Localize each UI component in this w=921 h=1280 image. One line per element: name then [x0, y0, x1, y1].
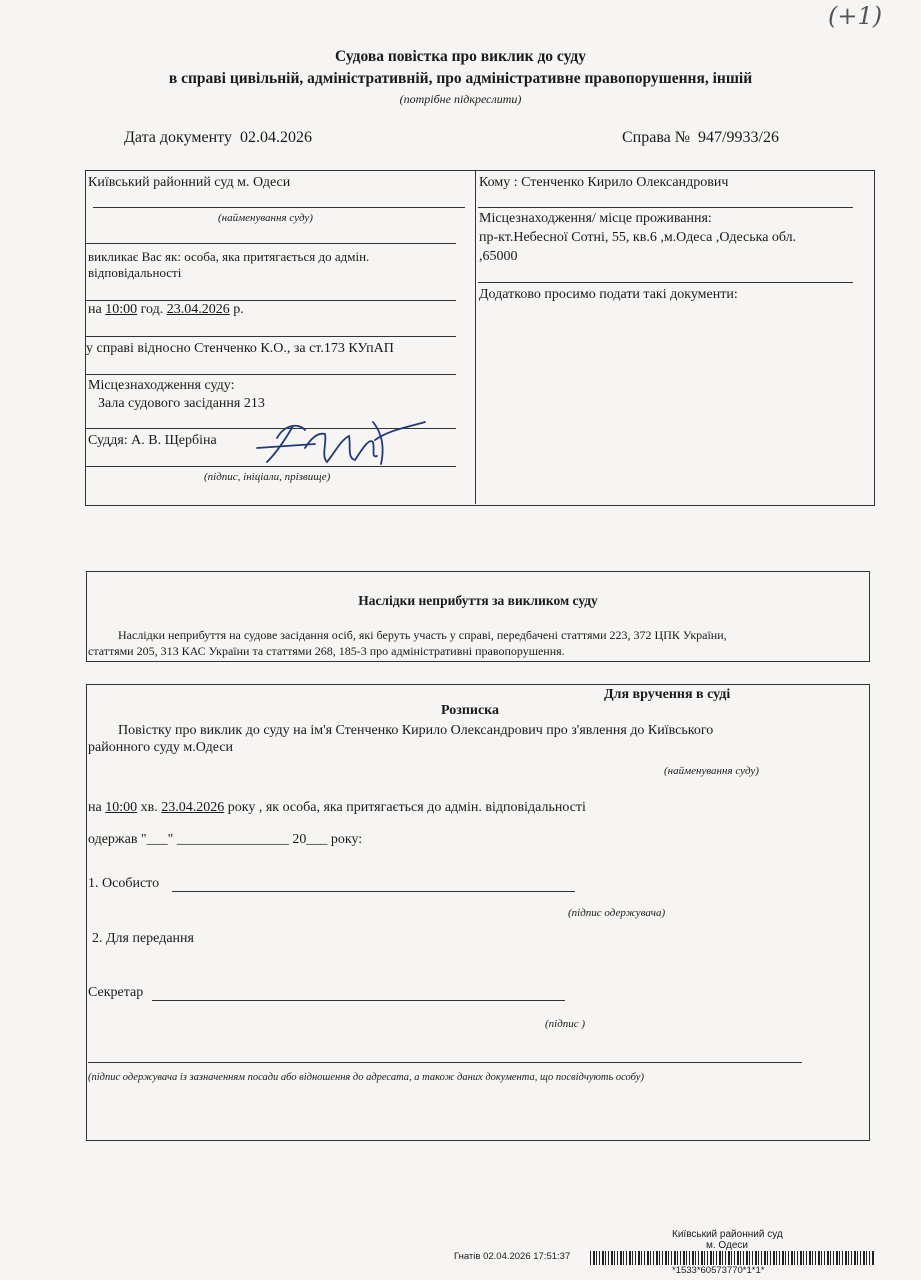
signature-caption: (підпис, ініціали, прізвище) [204, 471, 331, 483]
receipt-line1: Повістку про виклик до суду на ім'я Стенченко Кирило Олександрович про з'явлення до Київського [118, 723, 714, 738]
personally-label: 1. Особисто [88, 876, 160, 891]
for-delivery: Для вручення в суді [604, 687, 731, 702]
recipient: Кому : Стенченко Кирило Олександрович [479, 175, 729, 190]
consequences-text-line1: Наслідки неприбуття на судове засідання осіб, які беруть участь у справі, передбачені статтями 223, 372 ЦПК України, [118, 628, 727, 642]
secretary-signature-caption: (підпис ) [545, 1018, 586, 1030]
recipient-signature-caption: (підпис одержувача) [568, 907, 666, 919]
receipt-time: 10:00 [105, 800, 138, 815]
receipt-title: Розписка [441, 703, 500, 718]
hearing-date: 23.04.2026 [166, 302, 230, 317]
barcode-code: *1533*60573770*1*1* [672, 1265, 765, 1276]
stamp-court-line1: Київський районний суд [672, 1229, 783, 1240]
case-number: Справа № 947/9933/26 [622, 129, 779, 146]
receipt-datetime: на 10:00 хв. 23.04.2026 року , як особа, яка притягається до адмін. відповідальності [88, 800, 586, 815]
address-label: Місцезнаходження/ місце проживання: [479, 211, 712, 226]
case-subject: у справі відносно Стенченко К.О., за ст.173 КУпАП [86, 341, 394, 356]
receipt-date: 23.04.2026 [161, 800, 225, 815]
for-transfer-label: 2. Для передання [92, 931, 194, 946]
document-title-line1: Судова повістка про виклик до суду [335, 48, 586, 65]
case-number-value: 947/9933/26 [698, 129, 779, 146]
summons-role: викликає Вас як: особа, яка притягається до адмін. [88, 249, 370, 264]
hearing-time: 10:00 [105, 302, 138, 317]
consequences-text-line2: статтями 205, 313 КАС України та статтями 268, 185-3 про адміністративні правопорушення. [88, 644, 565, 658]
judge-name: Суддя: А. В. Щербіна [88, 433, 217, 448]
stamp-court-line2: м. Одеси [706, 1240, 748, 1251]
address-line1: пр-кт.Небесної Сотні, 55, кв.6 ,м.Одеса ,Одеська обл. [479, 230, 797, 245]
column-divider [475, 170, 476, 504]
court-name: Київський районний суд м. Одеси [88, 175, 291, 190]
receipt-court-caption: (найменування суду) [664, 765, 759, 777]
document-date: Дата документу 02.04.2026 [124, 129, 312, 146]
stamp-operator: Гнатів 02.04.2026 17:51:37 [454, 1251, 571, 1262]
barcode [590, 1251, 875, 1265]
document-date-value: 02.04.2026 [239, 129, 312, 146]
handwritten-mark: (+1) [828, 2, 883, 30]
address-line2: ,65000 [479, 249, 518, 264]
court-location-label: Місцезнаходження суду: [88, 378, 235, 393]
document-title-line2: в справі цивільній, адміністративній, про адміністративне правопорушення, іншій [168, 70, 753, 87]
secretary-label: Секретар [88, 985, 144, 1000]
received-line: одержав "___" ________________ 20___ року: [88, 832, 363, 847]
bottom-signature-caption: (підпис одержувача із зазначенням посади або відношення до адресата, а також даних документа, що посвідчують особу) [88, 1072, 644, 1083]
hearing-datetime: на 10:00 год. 23.04.2026 р. [88, 302, 244, 317]
summons-role-cont: відповідальності [88, 265, 182, 280]
judge-signature [255, 418, 430, 470]
consequences-title: Наслідки неприбуття за викликом суду [358, 593, 598, 608]
receipt-line2: районного суду м.Одеси [88, 740, 234, 755]
document-subtitle: (потрібне підкреслити) [399, 92, 522, 106]
court-location: Зала судового засідання 213 [98, 396, 265, 411]
court-caption: (найменування суду) [218, 212, 313, 224]
extra-documents: Додатково просимо подати такі документи: [479, 287, 738, 302]
